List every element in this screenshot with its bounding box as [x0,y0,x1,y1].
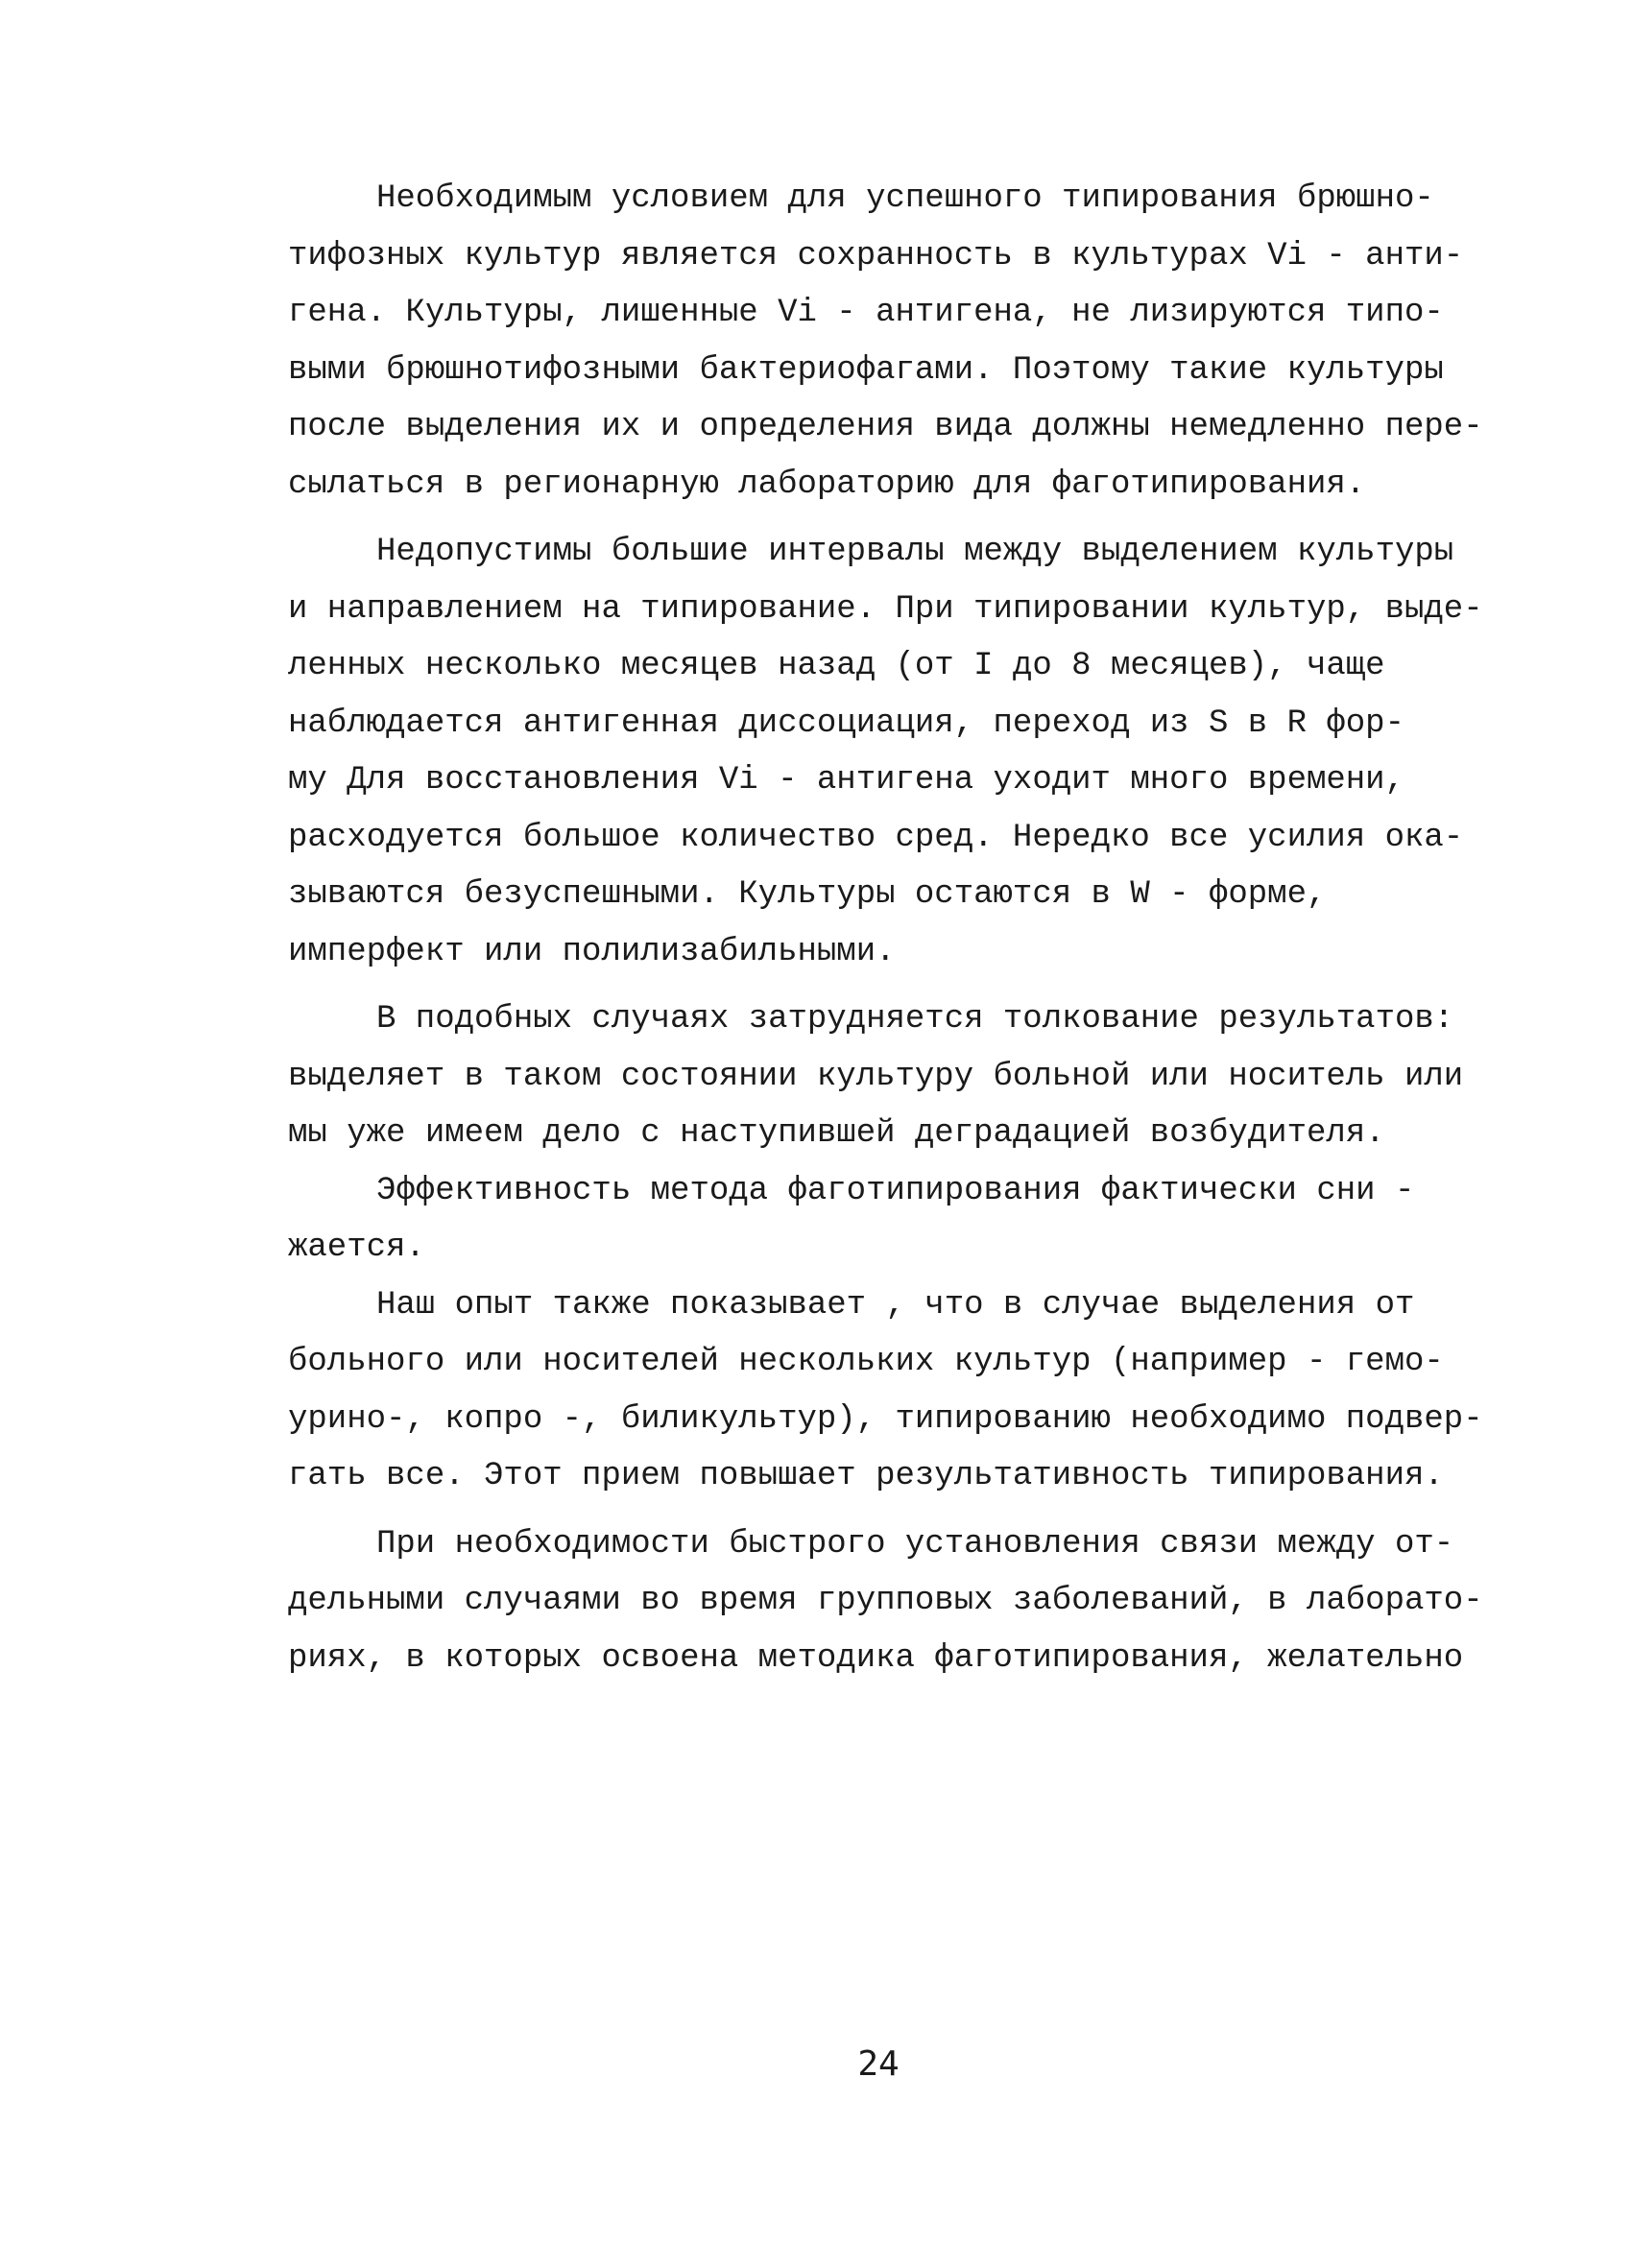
text-line: наблюдается антигенная диссоциация, переход из S в R фор- [288,704,1404,742]
text-line: расходуется большое количество сред. Нередко все усилия ока- [288,819,1464,856]
text-line: дельными случаями во время групповых заболеваний, в лаборато- [288,1583,1483,1619]
paragraph [288,171,1483,513]
text-line: Эффективность метода фаготипирования фактически сни - [376,1172,1415,1209]
page-number: 24 [857,2044,900,2084]
text-line: выделяет в таком состоянии культуру больной или носитель или [288,1058,1464,1095]
text-line: после выделения их и определения вида должны немедленно пере- [288,409,1483,445]
paragraph [288,1163,1415,1277]
text-line: риях, в которых освоена методика фаготипирования, желательно [288,1639,1464,1677]
text-line: ленных несколько месяцев назад (от I до 8 месяцев), чаще [288,648,1385,684]
text-line: Недопустимы большие интервалы между выделением культуры [376,534,1454,570]
text-line: гена. Культуры, лишенные Vi - антигена, не лизируются типо- [288,295,1444,331]
text-line: гать все. Этот прием повышает результативность типирования. [288,1458,1444,1494]
paragraph [288,1277,1483,1506]
text-line: жается. [288,1229,425,1266]
text-line: Необходимым условием для успешного типирования брюшно- [376,180,1434,217]
text-line: и направлением на типирование. При типировании культур, выде- [288,590,1483,628]
paragraph [288,991,1464,1163]
text-line: При необходимости быстрого установления связи между от- [376,1525,1454,1563]
text-line: урино-, копро -, биликультур), типированию необходимо подвер- [288,1400,1483,1438]
text-line: му Для восстановления Vi - антигена уходит много времени, [288,762,1404,799]
paragraph [288,1516,1483,1688]
paragraph [288,524,1483,981]
document-body [288,171,1483,1687]
text-line: тифозных культур является сохранность в культурах Vi - анти- [288,237,1464,275]
text-line: имперфект или полилизабильными. [288,933,896,970]
text-line: Наш опыт также показывает , что в случае выделения от [376,1286,1415,1324]
text-line: выми брюшнотифозными бактериофагами. Поэтому такие культуры [288,351,1444,389]
text-line: зываются безуспешными. Культуры остаются в W - форме, [288,876,1327,913]
text-line: В подобных случаях затрудняется толкование результатов: [376,1001,1454,1038]
text-line: мы уже имеем дело с наступившей деградацией возбудителя. [288,1115,1385,1152]
text-line: больного или носителей нескольких культур (например - гемо- [288,1344,1444,1380]
text-line: сылаться в регионарную лабораторию для фаготипирования. [288,466,1366,503]
